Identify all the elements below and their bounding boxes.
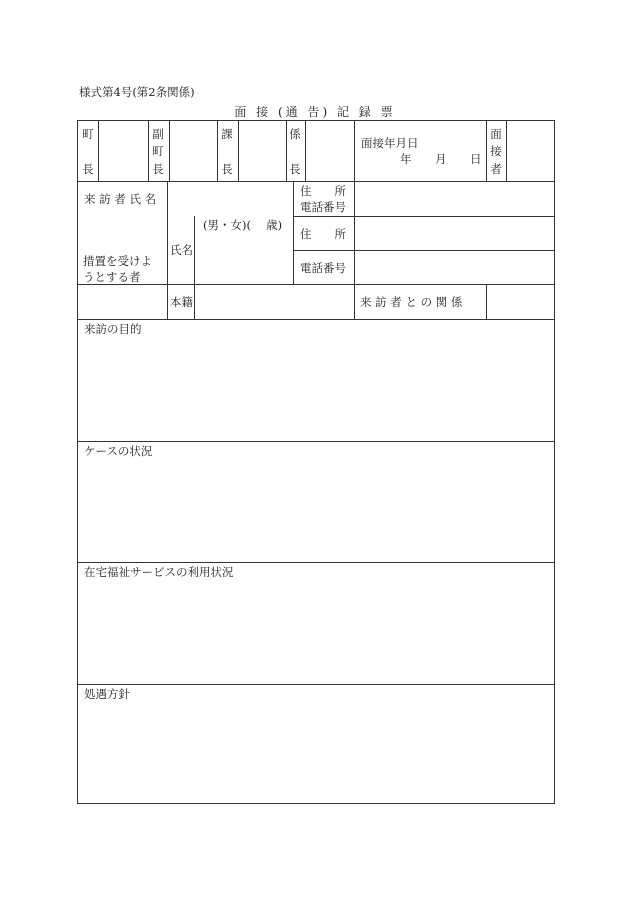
month-label: 月 bbox=[435, 152, 447, 166]
chief-label-bottom: 長 bbox=[82, 162, 94, 176]
purpose-label: 来訪の目的 bbox=[84, 322, 142, 336]
registry-label: 本籍 bbox=[170, 295, 193, 309]
subject-address-label: 住 所 bbox=[300, 227, 346, 241]
subject-label: 措置を受けようとする者 bbox=[83, 254, 152, 284]
interview-date-label: 面接年月日 bbox=[361, 136, 419, 150]
chief-label-top: 町 bbox=[82, 127, 94, 141]
case-status-label: ケースの状況 bbox=[84, 444, 153, 458]
subject-name-label: 氏名 bbox=[170, 243, 193, 257]
visitor-phone-label: 電話番号 bbox=[300, 200, 346, 214]
year-label: 年 bbox=[400, 152, 412, 166]
form-title: 面 接 (通 告) 記 録 票 bbox=[234, 105, 396, 119]
relation-label: 来 訪 者 と の 関 係 bbox=[360, 295, 463, 309]
day-label: 日 bbox=[470, 152, 482, 166]
record-form-table bbox=[77, 120, 555, 804]
section-chief-label-top: 課 bbox=[221, 127, 233, 141]
vice-chief-label-2: 町 bbox=[152, 144, 164, 158]
welfare-usage-label: 在宅福祉サービスの利用状況 bbox=[84, 565, 234, 579]
staff-chief-label-bottom: 長 bbox=[289, 162, 301, 176]
visitor-name-label: 来 訪 者 氏 名 bbox=[84, 192, 157, 206]
visitor-address-label: 住 所 bbox=[300, 184, 346, 198]
interviewer-label-3: 者 bbox=[490, 162, 502, 176]
subject-phone-label: 電話番号 bbox=[300, 261, 346, 275]
gender-age-label: (男・女)( 歳) bbox=[203, 218, 283, 232]
vice-chief-label-3: 長 bbox=[152, 162, 164, 176]
policy-label: 処遇方針 bbox=[84, 687, 130, 701]
interviewer-label-2: 接 bbox=[490, 144, 502, 158]
section-chief-label-bottom: 長 bbox=[221, 162, 233, 176]
interviewer-label-1: 面 bbox=[490, 127, 502, 141]
staff-chief-label-top: 係 bbox=[289, 127, 301, 141]
form-number: 様式第4号(第2条関係) bbox=[79, 85, 195, 99]
vice-chief-label-1: 副 bbox=[152, 127, 164, 141]
